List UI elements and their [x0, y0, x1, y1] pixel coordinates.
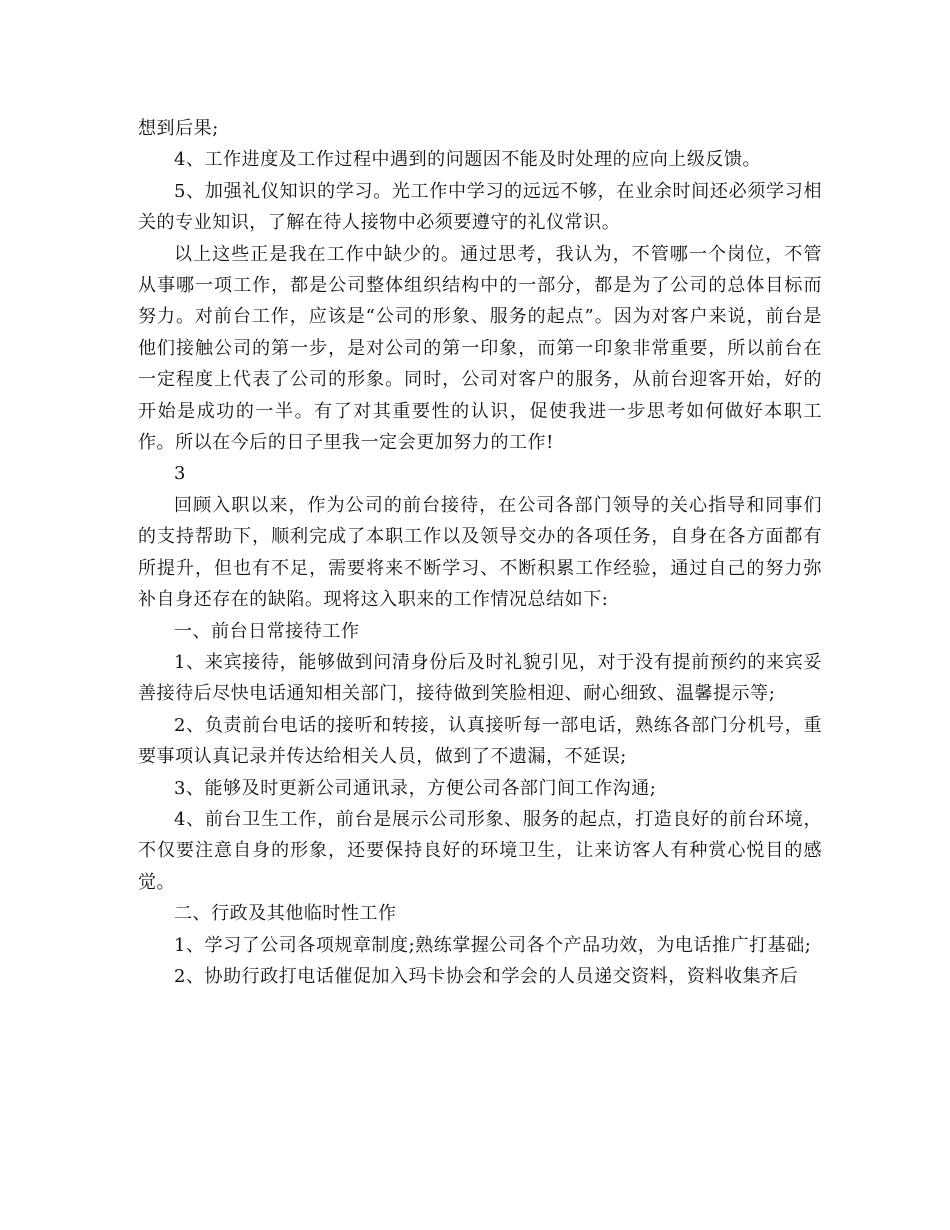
list-item-4-hygiene: 4、前台卫生工作，前台是展示公司形象、服务的起点，打造良好的前台环境，不仅要注意自身的形象，还要保持良好的环境卫生，让来访客人有种赏心悦目的感觉。 [138, 808, 822, 893]
paragraph-continuation: 想到后果; [138, 118, 219, 139]
section-heading-reception: 一、前台日常接待工作 [174, 620, 360, 642]
list-item-5-etiquette: 5、加强礼仪知识的学习。光工作中学习的远远不够，在业余时间还必须学习相关的专业知识，了解在待人接物中必须要遵守的礼仪常识。 [138, 180, 822, 234]
list-item-2-assist: 2、协助行政打电话催促加入玛卡协会和学会的人员递交资料，资料收集齐后 [174, 965, 799, 987]
section-number: 3 [174, 463, 187, 485]
document-body [138, 113, 822, 992]
list-item-4-feedback: 4、工作进度及工作过程中遇到的问题因不能及时处理的应向上级反馈。 [174, 149, 762, 171]
section-heading-admin: 二、行政及其他临时性工作 [174, 903, 397, 925]
list-item-3-directory: 3、能够及时更新公司通讯录，方便公司各部门间工作沟通; [174, 777, 657, 799]
paragraph-review-intro: 回顾入职以来，作为公司的前台接待，在公司各部门领导的关心指导和同事们的支持帮助下，顺利完成了本职工作以及领导交办的各项任务，自身在各方面都有所提升，但也有不足，需要将来不断学习、不断积累工作经验，通过自己的努力弥补自身还存在的缺陷。现将这入职来的工作情况总结如下: [138, 494, 822, 611]
paragraph-reflection: 以上这些正是我在工作中缺少的。通过思考，我认为，不管哪一个岗位，不管从事哪一项工作，都是公司整体组织结构中的一部分，都是为了公司的总体目标而努力。对前台工作，应该是“公司的形象、服务的起点”。因为对客户来说，前台是他们接触公司的第一步，是对公司的第一印象，而第一印象非常重要，所以前台在一定程度上代表了公司的形象。同时，公司对客户的服务，从前台迎客开始，好的开始是成功的一半。有了对其重要性的认识，促使我进一步思考如何做好本职工作。所以在今后的日子里我一定会更加努力的工作! [138, 243, 822, 454]
list-item-1-rules: 1、学习了公司各项规章制度;熟练掌握公司各个产品功效，为电话推广打基础; [174, 934, 812, 956]
list-item-2-phone: 2、负责前台电话的接听和转接，认真接听每一部电话，熟练各部门分机号，重要事项认真记录并传达给相关人员，做到了不遗漏，不延误; [138, 714, 822, 768]
list-item-1-guests: 1、来宾接待，能够做到问清身份后及时礼貌引见，对于没有提前预约的来宾妥善接待后尽快电话通知相关部门，接待做到笑脸相迎、耐心细致、温馨提示等; [138, 651, 822, 705]
